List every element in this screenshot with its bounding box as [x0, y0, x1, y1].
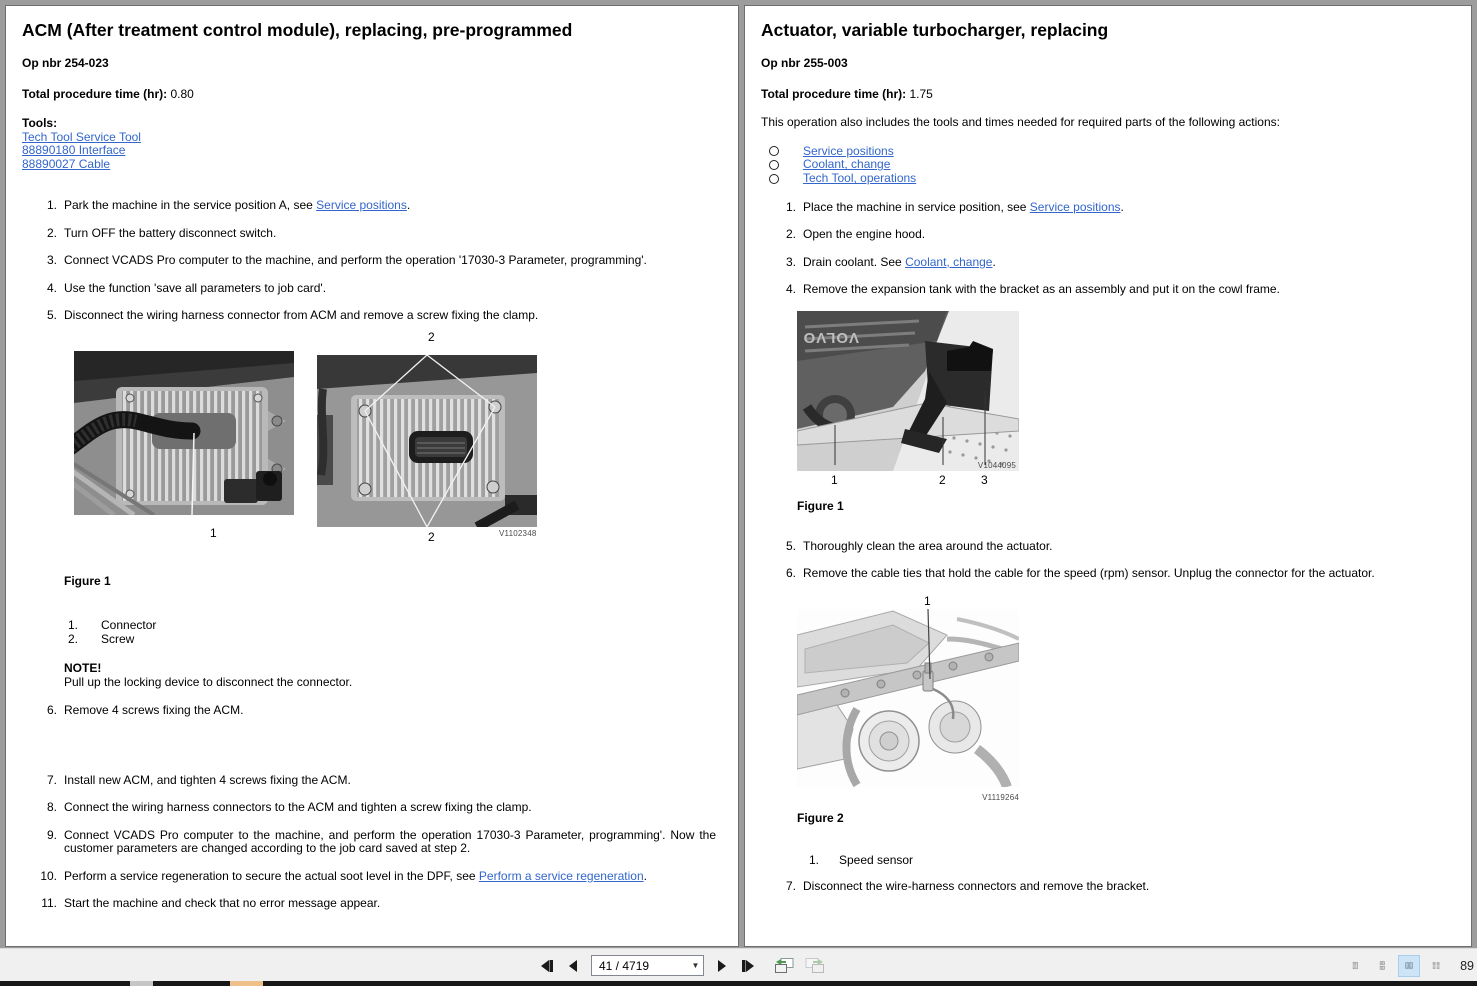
procedure-steps-continued [757, 540, 1459, 581]
step-number: 10. [40, 868, 57, 883]
procedure-time [22, 88, 726, 102]
step-number: 3. [46, 253, 57, 268]
bullet-item [767, 172, 1459, 186]
previous-view-icon [774, 957, 795, 974]
acm-photo-screws [317, 355, 537, 527]
chevron-down-icon: ▼ [691, 961, 700, 970]
procedure-time-label: Total procedure time (hr): [22, 86, 168, 101]
step-2 [18, 227, 726, 241]
step-number: 4. [785, 282, 796, 297]
facing-pages-view-button[interactable] [1398, 955, 1420, 977]
step-text: Connect VCADS Pro computer to the machine, and perform the operation '17030-3 Parameter, programming'. [64, 253, 647, 268]
step-8 [18, 801, 726, 815]
procedure-steps [18, 199, 726, 323]
viewer-toolbar [0, 948, 1477, 982]
callout-label: 2 [939, 473, 946, 488]
step-9 [18, 829, 726, 856]
callout-label: 1 [831, 473, 838, 488]
step-number: 4. [46, 280, 57, 295]
engine-photo [797, 311, 1019, 471]
zoom-level-label: 89 [1460, 958, 1474, 973]
continuous-facing-view-button[interactable] [1425, 955, 1447, 977]
step-number: 2. [785, 227, 796, 242]
step-text: Start the machine and check that no error message appear. [64, 896, 381, 911]
bullet-item [767, 158, 1459, 172]
legend-text: Screw [101, 632, 135, 647]
continuous-view-button[interactable] [1371, 955, 1393, 977]
procedure-time-label: Total procedure time (hr): [761, 86, 907, 101]
step-text: Park the machine in the service position A, see [64, 198, 317, 213]
step-text: Remove 4 screws fixing the ACM. [64, 703, 244, 718]
tech-tool-service-tool-link[interactable]: Tech Tool Service Tool [22, 129, 141, 144]
page-title: ACM (After treatment control module), replacing, pre-programmed [22, 20, 573, 40]
continuous-page-icon [1378, 957, 1386, 974]
legend-item [68, 618, 726, 632]
page-number-combobox[interactable] [591, 955, 704, 976]
procedure-time-value: 1.75 [906, 86, 933, 101]
step-text: . [992, 254, 996, 269]
previous-page-button[interactable] [562, 954, 584, 978]
procedure-steps [757, 201, 1459, 297]
step-text: Open the engine hood. [803, 227, 926, 242]
step-number: 6. [785, 566, 796, 581]
tools-label: Tools: [22, 116, 58, 130]
step-text: Connect VCADS Pro computer to the machine, and perform the operation 17030-3 Parameter, programming'. Now the customer parameters are changed according to the job card saved at step 2. [64, 827, 716, 856]
taskbar-app-highlight[interactable] [230, 981, 263, 986]
note-title: NOTE! [64, 661, 102, 676]
note-block [64, 662, 726, 689]
document-page-left [5, 5, 739, 947]
procedure-steps-continued [18, 704, 726, 911]
previous-view-button[interactable] [771, 954, 797, 978]
skip-forward-icon [740, 958, 756, 974]
step-10 [18, 870, 726, 884]
image-id: V1102348 [499, 528, 537, 538]
service-positions-link[interactable]: Service positions [1029, 199, 1121, 214]
step-number: 9. [46, 827, 57, 842]
step-text: Place the machine in service position, see [803, 199, 1030, 214]
cable-88890027-link[interactable]: 88890027 Cable [22, 156, 111, 171]
perform-service-regeneration-link[interactable]: Perform a service regeneration [478, 868, 644, 883]
step-number: 2. [46, 225, 57, 240]
image-id: V1044095 [977, 460, 1016, 470]
op-number: Op nbr 255-003 [761, 56, 848, 70]
forward-arrow-icon [714, 958, 730, 974]
step-5 [18, 309, 726, 323]
step-4 [757, 283, 1459, 297]
acm-photo-connector [74, 351, 294, 515]
procedure-time-value: 0.80 [167, 86, 194, 101]
bullet-item [767, 145, 1459, 159]
step-1 [18, 199, 726, 213]
taskbar-segment [130, 981, 153, 986]
callout-label: 2 [428, 529, 435, 544]
figure-caption: Figure 1 [64, 573, 111, 588]
step-number: 1. [785, 199, 796, 214]
legend-number: 1. [809, 852, 820, 867]
facing-pages-icon [1405, 957, 1413, 974]
step-3 [757, 256, 1459, 270]
step-6 [757, 567, 1459, 581]
step-number: 5. [785, 538, 796, 553]
interface-88890180-link[interactable]: 88890180 Interface [22, 143, 126, 158]
op-number: Op nbr 254-023 [22, 56, 109, 70]
step-text: Disconnect the wiring harness connector from ACM and remove a screw fixing the clamp. [64, 308, 539, 323]
figure-caption: Figure 2 [797, 811, 844, 826]
step-text: Use the function 'save all parameters to job card'. [64, 280, 327, 295]
step-6 [18, 704, 726, 718]
service-positions-link[interactable]: Service positions [803, 143, 894, 158]
circle-bullet-icon [769, 174, 779, 184]
circle-bullet-icon [769, 146, 779, 156]
back-arrow-icon [565, 958, 581, 974]
next-view-icon [804, 957, 825, 974]
step-4 [18, 282, 726, 296]
figure-legend [809, 853, 1459, 867]
step-number: 1. [46, 198, 57, 213]
legend-number: 1. [68, 618, 79, 633]
procedure-time [761, 88, 1459, 102]
circle-bullet-icon [769, 160, 779, 170]
legend-item [809, 853, 1459, 867]
step-text: Perform a service regeneration to secure the actual soot level in the DPF, see [64, 868, 479, 883]
view-mode-controls [1344, 949, 1476, 982]
step-number: 8. [46, 800, 57, 815]
figure-2-speed-sensor [797, 595, 1019, 803]
step-text: Disconnect the wire-harness connectors and remove the bracket. [803, 878, 1150, 893]
procedure-steps-end [757, 880, 1459, 894]
step-text: Turn OFF the battery disconnect switch. [64, 225, 277, 240]
step-3 [18, 254, 726, 268]
related-actions-list [767, 145, 1459, 186]
document-page-right [744, 5, 1472, 947]
step-text: . [643, 868, 647, 883]
step-number: 5. [46, 308, 57, 323]
step-text: . [406, 198, 411, 213]
callout-label: 2 [428, 329, 435, 344]
figure-legend [68, 618, 726, 646]
tech-tool-operations-link[interactable]: Tech Tool, operations [803, 171, 917, 186]
step-text: Drain coolant. See [803, 254, 906, 269]
callout-label: 1 [210, 525, 217, 540]
step-number: 3. [785, 254, 796, 269]
step-7 [757, 880, 1459, 894]
previous-section-button[interactable] [536, 954, 558, 978]
skip-back-icon [539, 958, 555, 974]
page-title: Actuator, variable turbocharger, replacing [761, 20, 1109, 40]
callout-label: 3 [981, 473, 988, 488]
figure-1-acm [74, 329, 554, 549]
page-navigation [536, 949, 827, 982]
step-number: 6. [46, 703, 57, 718]
step-7 [18, 774, 726, 788]
step-5 [757, 540, 1459, 554]
step-text: Remove the expansion tank with the bracket as an assembly and put it on the cowl frame. [803, 282, 1280, 297]
step-1 [757, 201, 1459, 215]
next-page-button[interactable] [711, 954, 733, 978]
step-text: Remove the cable ties that hold the cable for the speed (rpm) sensor. Unplug the connector for the actuator. [803, 566, 1375, 581]
page-indicator: 41 / 4719 [599, 958, 650, 973]
figure-caption: Figure 1 [797, 499, 844, 514]
step-number: 7. [785, 878, 796, 893]
taskbar-sliver [0, 981, 1477, 986]
service-positions-link[interactable]: Service positions [316, 198, 407, 213]
step-number: 11. [41, 896, 57, 911]
step-2 [757, 228, 1459, 242]
coolant-change-link[interactable]: Coolant, change [803, 157, 891, 172]
legend-item [68, 632, 726, 646]
next-view-button[interactable] [801, 954, 827, 978]
step-number: 7. [46, 772, 57, 787]
image-id: V1119264 [982, 793, 1019, 803]
legend-text: Connector [101, 618, 157, 633]
note-text: Pull up the locking device to disconnect the connector. [64, 674, 353, 689]
figure-callouts [797, 474, 1019, 488]
turbocharger-drawing [797, 609, 1019, 787]
step-text: Connect the wiring harness connectors to the ACM and tighten a screw fixing the clamp. [64, 800, 532, 815]
figure-1-expansion-tank [797, 311, 1019, 489]
step-text: . [1120, 199, 1124, 214]
engine-brand-text: VOLVO [802, 328, 859, 346]
single-page-icon [1351, 957, 1359, 974]
callout-label: 1 [924, 593, 931, 608]
step-11 [18, 897, 726, 911]
coolant-change-link[interactable]: Coolant, change [905, 254, 993, 269]
step-text: Install new ACM, and tighten 4 screws fixing the ACM. [64, 772, 351, 787]
single-page-view-button[interactable] [1344, 955, 1366, 977]
next-section-button[interactable] [737, 954, 759, 978]
continuous-facing-icon [1432, 957, 1440, 974]
step-text: Thoroughly clean the area around the actuator. [803, 538, 1053, 553]
legend-text: Speed sensor [839, 852, 914, 867]
legend-number: 2. [68, 632, 79, 647]
intro-text: This operation also includes the tools and times needed for required parts of the following actions: [761, 115, 1280, 129]
